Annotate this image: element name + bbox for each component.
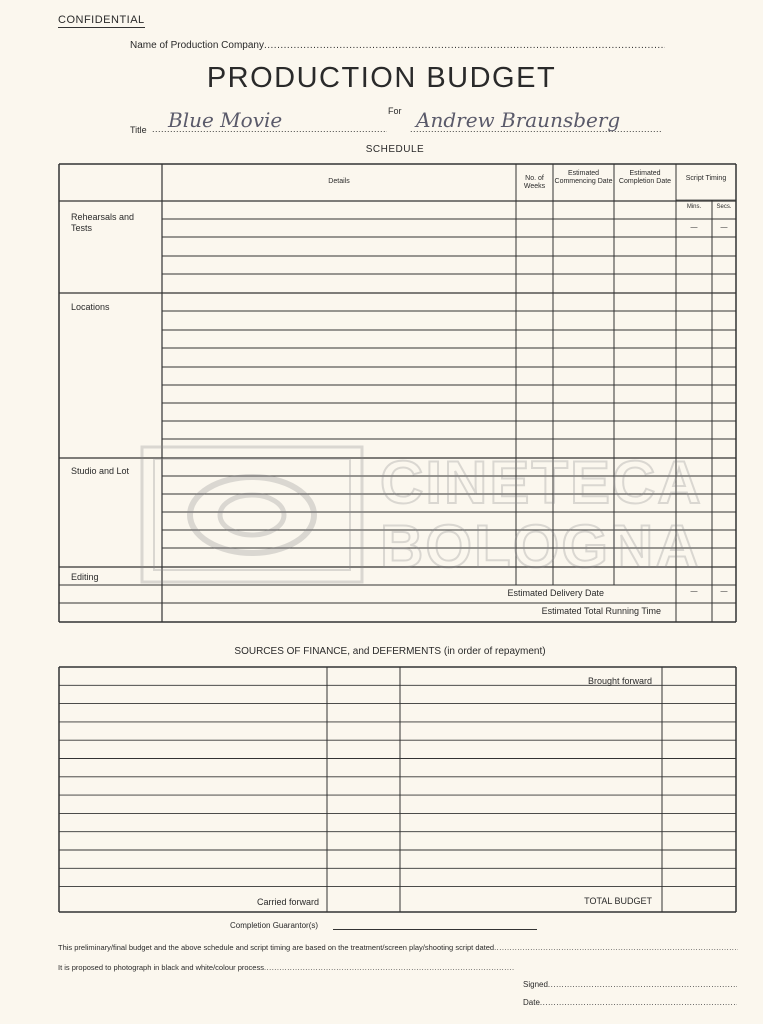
footer-line2-text: It is proposed to photograph in black and white/colour process <box>58 963 264 972</box>
col-commencing: Estimated Commencing Date <box>554 170 613 185</box>
rehearsal-mins-dash: — <box>690 224 698 231</box>
section-locations: Locations <box>71 302 110 312</box>
col-weeks: No. of Weeks <box>523 175 546 190</box>
page-title: PRODUCTION BUDGET <box>206 62 557 94</box>
total-budget-label: TOTAL BUDGET <box>584 896 652 906</box>
date-field[interactable] <box>523 998 737 1007</box>
delivery-secs-dash: — <box>720 588 728 595</box>
watermark-line1: CINETECA <box>380 449 703 516</box>
for-label: For <box>388 106 402 116</box>
col-details: Details <box>328 178 350 185</box>
col-secs: Secs. <box>716 204 732 210</box>
delivery-date-label: Estimated Delivery Date <box>507 588 604 598</box>
confidential-label: CONFIDENTIAL <box>58 14 145 26</box>
delivery-mins-dash: — <box>690 588 698 595</box>
guarantor-field[interactable] <box>333 929 537 930</box>
finance-heading: SOURCES OF FINANCE, and DEFERMENTS (in order of repayment) <box>234 646 546 657</box>
footer-line2[interactable] <box>58 963 515 972</box>
section-studio: Studio and Lot <box>71 466 130 476</box>
section-editing: Editing <box>71 572 99 582</box>
brought-forward-label: Brought forward <box>587 676 652 686</box>
rehearsal-secs-dash: — <box>720 224 728 231</box>
footer-line1[interactable] <box>58 943 738 952</box>
watermark-line2: BOLOGNA <box>380 513 701 580</box>
col-completion: Estimated Completion Date <box>618 170 672 185</box>
running-time-label: Estimated Total Running Time <box>541 606 661 616</box>
date-label: Date <box>523 998 540 1007</box>
for-value[interactable]: Andrew Braunsberg <box>416 108 621 132</box>
title-value[interactable]: Blue Movie <box>168 108 283 132</box>
signed-field[interactable] <box>523 980 737 989</box>
col-mins: Mins. <box>686 204 702 210</box>
guarantor-label: Completion Guarantor(s) <box>230 921 319 930</box>
signed-label: Signed <box>523 980 548 989</box>
footer-line1-text: This preliminary/final budget and the above schedule and script timing are based on the treatment/screen play/shooting script dated <box>58 943 495 952</box>
carried-forward-label: Carried forward <box>256 897 319 907</box>
schedule-heading: SCHEDULE <box>365 144 425 155</box>
col-timing: Script Timing <box>685 175 727 182</box>
company-label: Name of Production Company <box>130 40 264 51</box>
section-rehearsals: Rehearsals and Tests <box>71 212 135 233</box>
title-label: Title <box>130 125 147 135</box>
archive-logo-icon <box>140 445 370 585</box>
